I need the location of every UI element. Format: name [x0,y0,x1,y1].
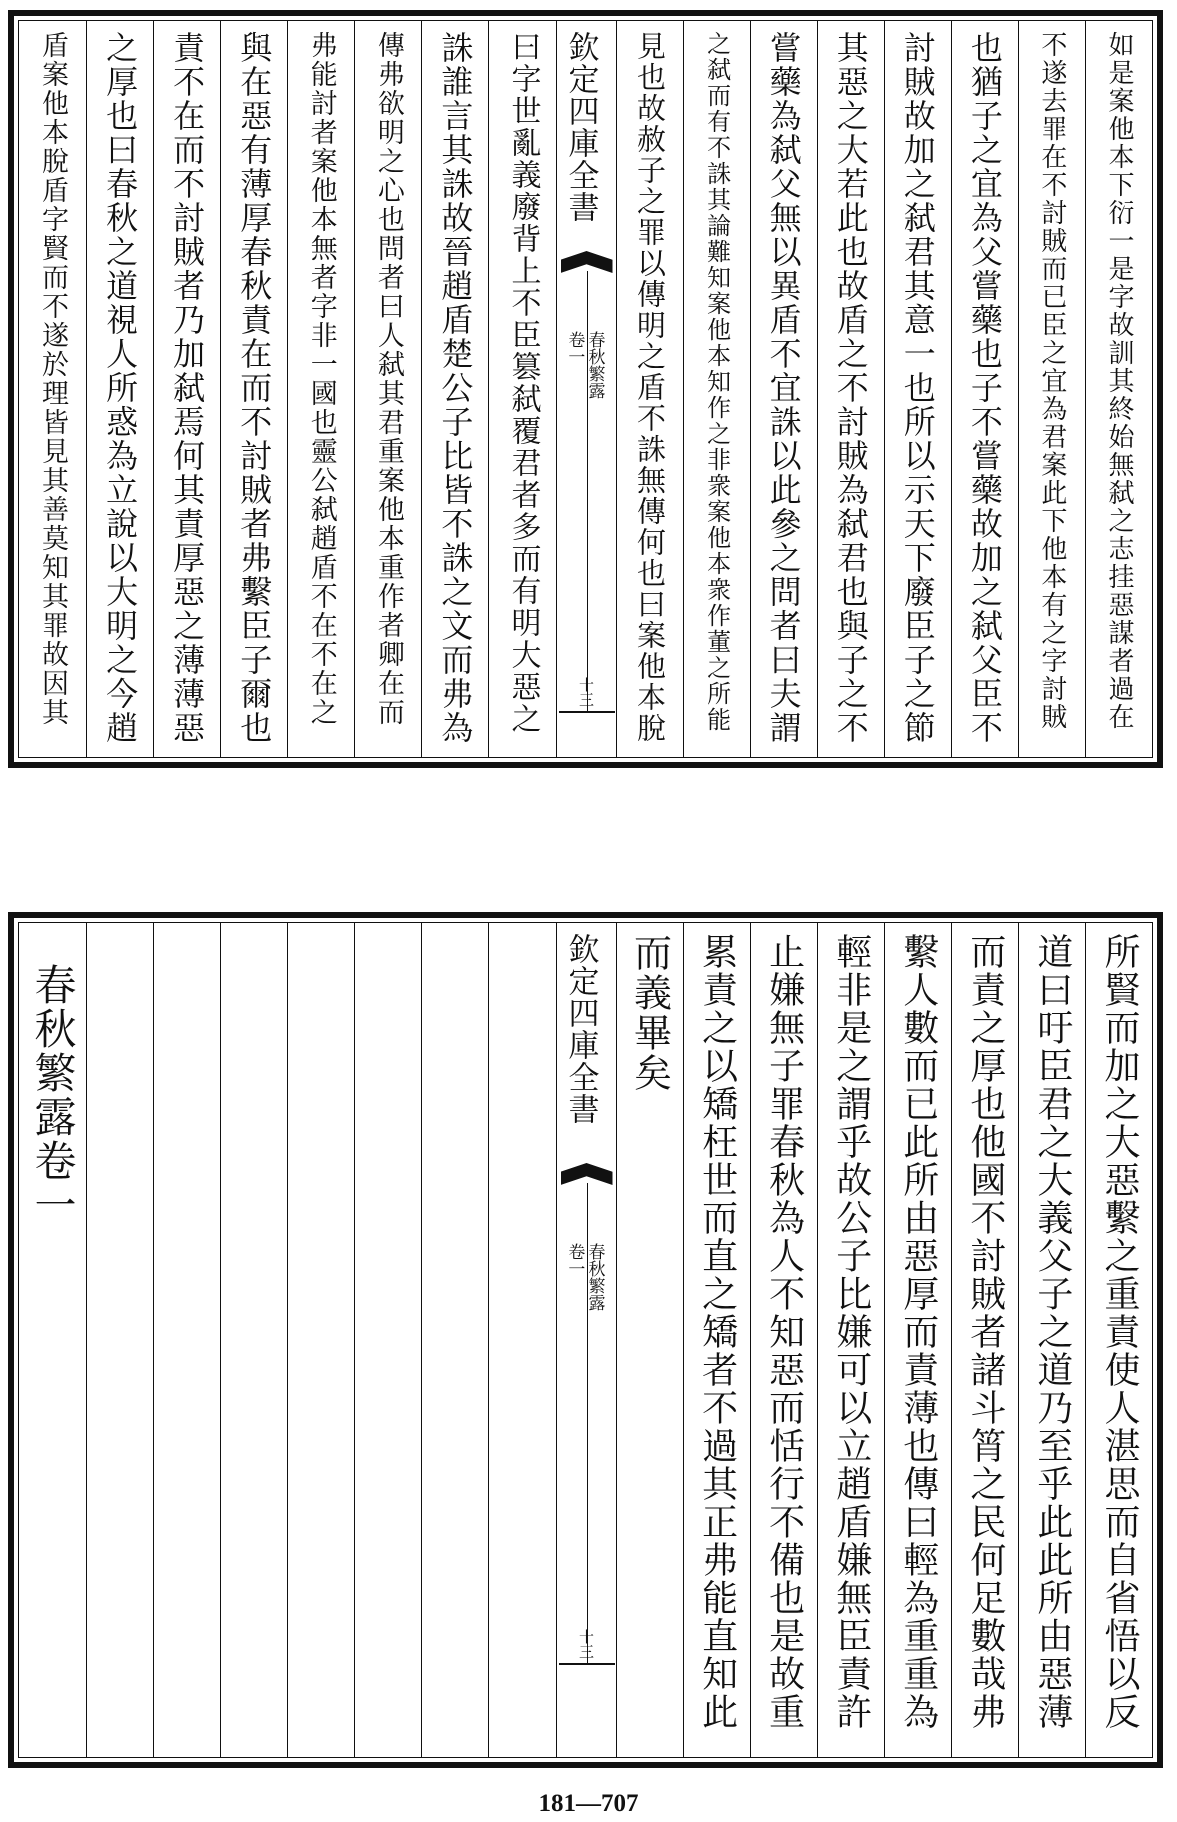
bottom_page-column-4 [884,923,951,1757]
text-column: 盾案他本脫盾字賢而不遂於理皆見其善莫知其罪故因其 [37,31,69,727]
text-column: 傳弗欲明之心也問者曰人弑其君重案他本重作者卿在而 [372,31,404,727]
text-column: 與在惡有薄厚春秋責在而不討賊者弗繫臣子爾也 [235,31,274,745]
text-column: 所賢而加之大惡繫之重責使人湛思而自省悟以反 [1098,933,1140,1731]
fish-tail-mark [561,1163,613,1185]
text-column: 累責之以矯枉世而直之矯者不過其正弗能直知此 [696,933,738,1731]
text-column: 如是案他本下衍一是字故訓其終始無弑之志挂惡謀者過在 [1103,31,1134,731]
top_page-column-10 [421,21,488,757]
text-column: 之弑而有不誅其論難知案他本知作之非衆案他本衆作董之所能 [702,31,731,733]
text-column: 曰字世亂義廢背上不臣篡弑覆君者多而有明大惡之 [505,31,541,735]
bottom_page-column-7 [683,923,750,1757]
top_page-column-4 [884,21,951,757]
top_page-banxin [556,21,617,757]
text-column: 討賊故加之弑君其意一也所以示天下廢臣子之節 [898,31,937,745]
top_page-column-11 [354,21,421,757]
bottom_page-column-10 [421,923,488,1757]
banxin-page-number: 十三 [577,1629,595,1659]
banxin-title: 欽定四庫全書 [562,31,599,223]
banxin-book-name: 春秋繁露 [584,331,605,399]
text-column: 誅誰言其誅故晉趙盾楚公子比皆不誅之文而弗為 [436,31,475,745]
top-page-frame [18,20,1153,758]
text-column: 而責之厚也他國不討賊者諸斗筲之民何足數哉弗 [964,933,1006,1731]
bottom-page [8,912,1163,1768]
text-column: 止嫌無子罪春秋為人不知惡而恬行不備也是故重 [763,933,805,1731]
bottom_page-column-1 [1085,923,1152,1757]
text-column: 不遂去罪在不討賊而已臣之宜為君案此下他本有之字討賊 [1036,31,1067,731]
text-column: 見也故赦子之罪以傳明之盾不誅無傳何也曰案他本脫 [633,31,668,744]
banxin-juan: 卷一 [564,331,585,365]
bottom_page-column-14 [153,923,220,1757]
text-column: 責不在而不討賊者乃加弑焉何其責厚惡之薄薄惡 [168,31,207,745]
banxin-book-name: 春秋繁露 [584,1243,605,1311]
top_page-column-1 [1085,21,1152,757]
text-column: 弗能討者案他本無者字非一國也靈公弑趙盾不在不在之 [305,31,337,727]
bottom_page-column-15 [86,923,153,1757]
top_page-column-5 [817,21,884,757]
bottom_page-column-11 [354,923,421,1757]
banxin-page-number: 十三 [577,677,595,707]
page-reference: 181—707 [538,1790,639,1817]
text-column: 春秋繁露卷一 [28,963,78,1227]
top_page-column-16 [19,21,86,757]
top_page-column-12 [287,21,354,757]
text-column: 嘗藥為弑父無以異盾不宜誅以此參之問者曰夫謂 [764,31,803,745]
bottom_page-column-3 [951,923,1018,1757]
top_page-column-6 [750,21,817,757]
text-column: 輕非是之謂乎故公子比嫌可以立趙盾嫌無臣責許 [830,933,872,1731]
text-column: 之厚也曰春秋之道視人所惑為立說以大明之今趙 [101,31,140,745]
top_page-column-9 [488,21,555,757]
text-column: 其惡之大若此也故盾之不討賊為弑君也與子之不 [831,31,870,745]
bottom_page-column-12 [287,923,354,1757]
bottom_page-column-9 [488,923,555,1757]
bottom_page-column-5 [817,923,884,1757]
bottom_page-column-8 [616,923,683,1757]
bottom_page-column-2 [1018,923,1085,1757]
banxin-title: 欽定四庫全書 [562,933,599,1125]
text-column: 而義畢矣 [627,933,672,1093]
bottom-page-frame [18,922,1153,1758]
bottom_page-banxin [556,923,617,1757]
fish-tail-mark [561,251,613,273]
bottom_page-column-13 [220,923,287,1757]
banxin-juan: 卷一 [564,1243,585,1277]
bottom_page-column-6 [750,923,817,1757]
top_page-column-15 [86,21,153,757]
text-column: 道曰吁臣君之大義父子之道乃至乎此此所由惡薄 [1031,933,1073,1731]
top_page-column-13 [220,21,287,757]
banxin-bottom-line [559,711,615,713]
top_page-column-7 [683,21,750,757]
top_page-column-3 [951,21,1018,757]
text-column: 也猶子之宜為父嘗藥也子不嘗藥故加之弑父臣不 [965,31,1004,745]
top_page-column-8 [616,21,683,757]
bottom_page-column-16 [19,923,86,1757]
banxin-bottom-line [559,1663,615,1665]
top-page [8,10,1163,768]
text-column: 繫人數而已此所由惡厚而責薄也傳曰輕為重重為 [897,933,939,1731]
top_page-column-2 [1018,21,1085,757]
top_page-column-14 [153,21,220,757]
